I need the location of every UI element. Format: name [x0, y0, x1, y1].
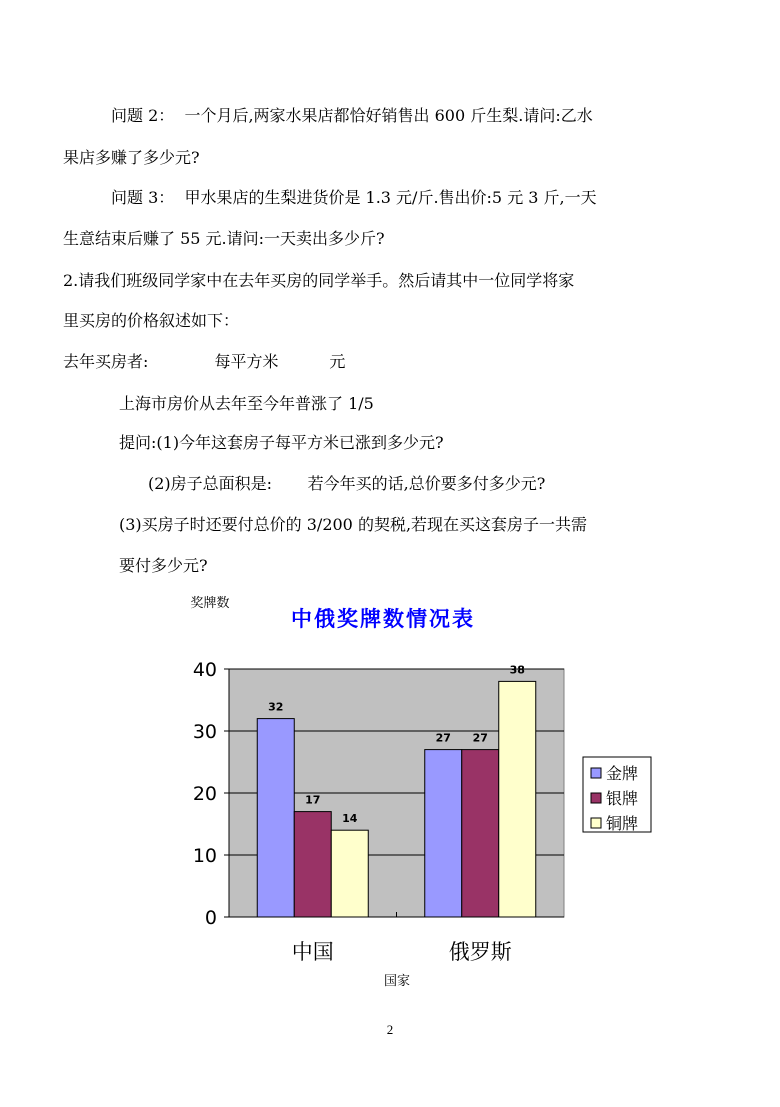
bar-银牌 — [462, 750, 499, 917]
legend-label: 金牌 — [606, 764, 639, 783]
y-axis-label: 奖牌数 — [190, 596, 230, 611]
legend-label: 银牌 — [606, 789, 639, 808]
text-line: 里买房的价格叙述如下： — [63, 311, 240, 330]
text-line: (3)买房子时还要付总价的 3/200 的契税,若现在买这套房子一共需 — [119, 515, 588, 534]
y-tick-label: 10 — [192, 845, 217, 867]
text-line: 上海市房价从去年至今年普涨了 1/5 — [119, 394, 374, 413]
data-label: 27 — [435, 731, 451, 745]
y-tick-label: 30 — [192, 721, 217, 743]
legend-swatch — [591, 768, 601, 778]
legend-swatch — [591, 818, 601, 828]
y-tick-label: 0 — [204, 907, 217, 929]
x-tick-label: 中国 — [291, 940, 334, 964]
data-label: 14 — [342, 812, 358, 826]
text-line: 问题 3： 甲水果店的生梨进货价是 1.3 元/斤.售出价:5 元 3 斤,一天 — [111, 188, 597, 207]
data-label: 32 — [268, 700, 284, 714]
data-label: 38 — [509, 663, 525, 677]
y-tick-label: 40 — [192, 659, 217, 681]
bar-金牌 — [257, 719, 294, 917]
bar-铜牌 — [499, 681, 536, 917]
text-line: 提问:(1)今年这套房子每平方米已涨到多少元? — [119, 433, 444, 452]
legend-label: 铜牌 — [606, 814, 639, 833]
bar-铜牌 — [331, 830, 368, 917]
legend-swatch — [591, 793, 601, 803]
text-line: 要付多少元? — [119, 556, 208, 575]
bar-银牌 — [294, 812, 331, 917]
plot-area — [193, 659, 564, 964]
x-tick-label: 俄罗斯 — [448, 940, 512, 964]
text-line: 问题 2： 一个月后,两家水果店都恰好销售出 600 斤生梨.请问:乙水 — [111, 106, 593, 125]
page-number: 2 — [386, 1022, 394, 1037]
text-line: 去年买房者: 每平方米 元 — [63, 352, 346, 371]
chart-legend — [583, 757, 651, 833]
text-line: (2)房子总面积是: 若今年买的话,总价要多付多少元? — [148, 474, 546, 493]
text-line: 果店多赚了多少元? — [63, 148, 200, 167]
data-label: 17 — [305, 793, 321, 807]
x-axis-label: 国家 — [383, 974, 411, 989]
text-line: 生意结束后赚了 55 元.请问:一天卖出多少斤? — [63, 229, 385, 248]
chart-title: 中俄奖牌数情况表 — [291, 607, 475, 631]
data-label: 27 — [472, 731, 488, 745]
y-tick-label: 20 — [192, 783, 217, 805]
text-line: 2.请我们班级同学家中在去年买房的同学举手。然后请其中一位同学将家 — [63, 271, 575, 290]
bar-金牌 — [425, 750, 462, 917]
